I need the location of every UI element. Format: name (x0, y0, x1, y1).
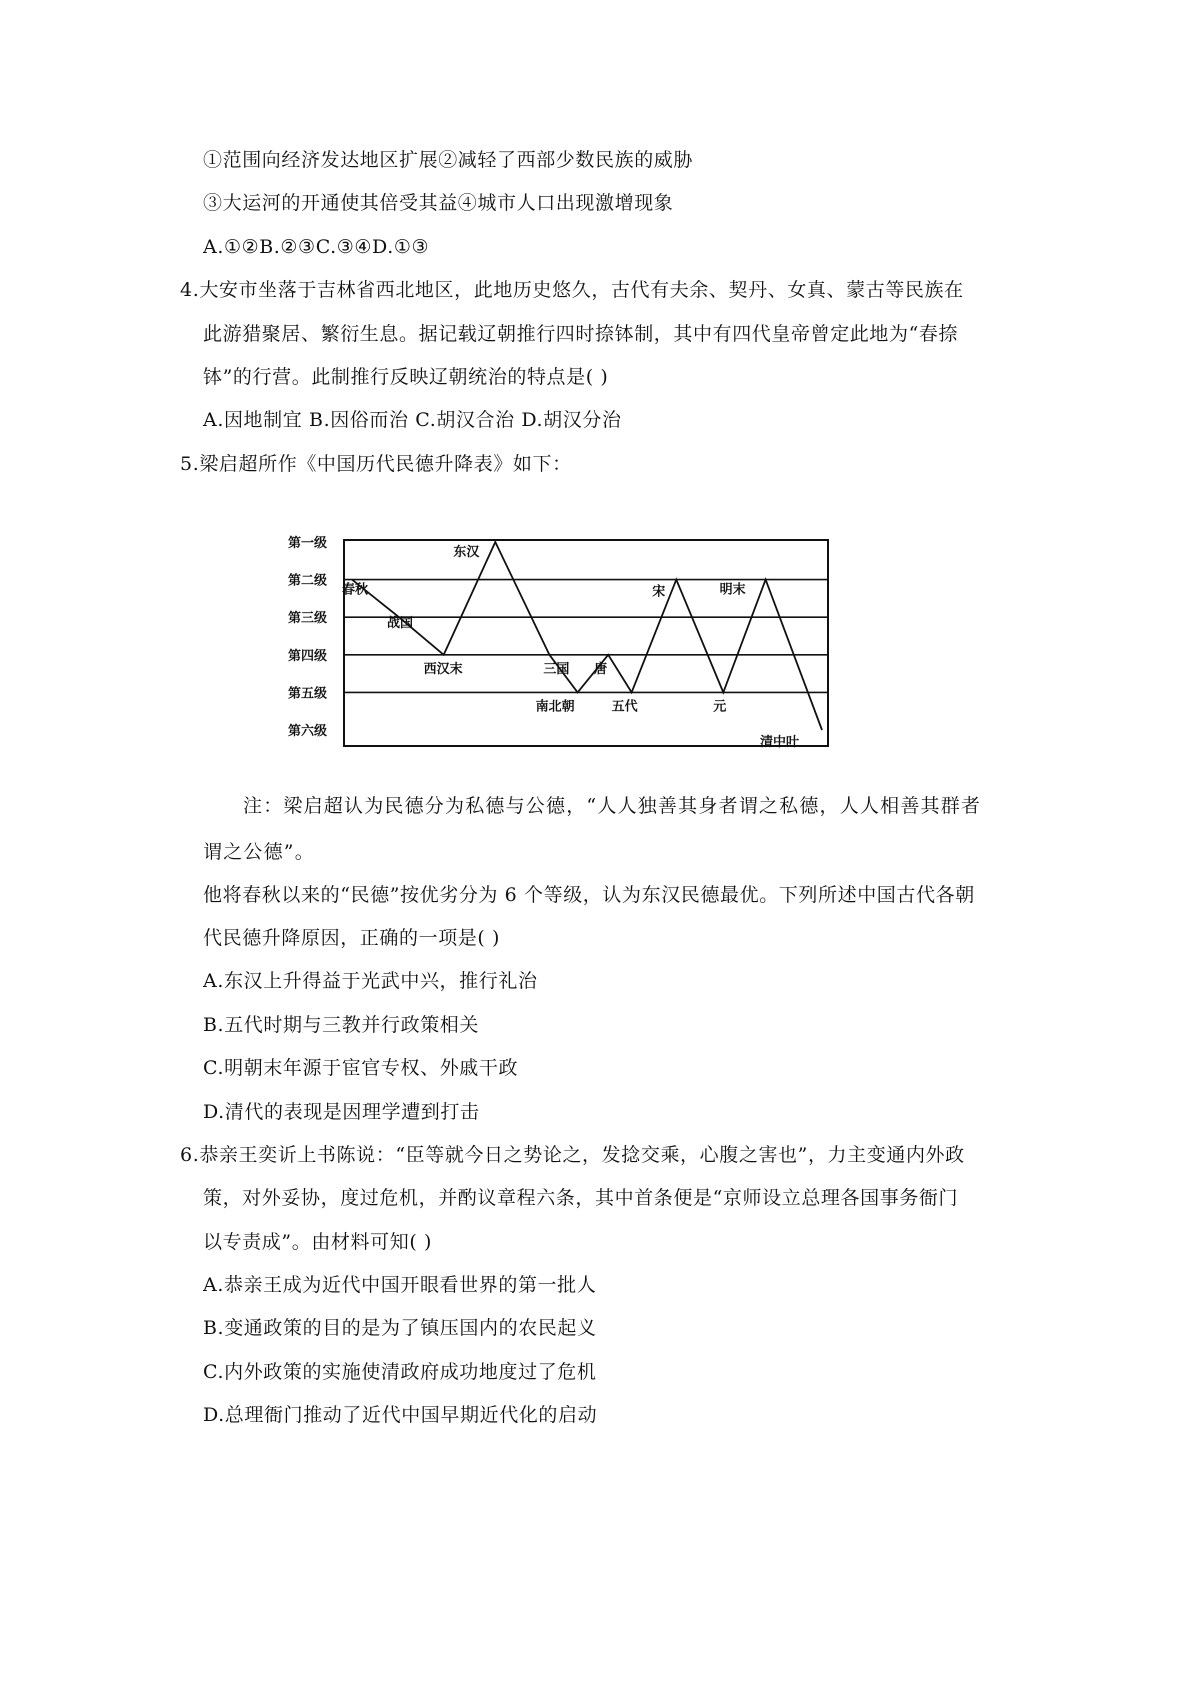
chart-frame (344, 540, 828, 746)
level-label: 第三级 (288, 611, 328, 627)
point-label: 明末 (719, 582, 746, 598)
q4-stem-line-2: 此游猎聚居、繁衍生息。据记载辽朝推行四时捺钵制，其中有四代皇帝曾定此地为“春捺 (203, 323, 959, 345)
q5-option-b: B.五代时期与三教并行政策相关 (203, 1014, 480, 1036)
point-label: 西汉末 (423, 661, 463, 677)
q4-options: A.因地制宜 B.因俗而治 C.胡汉合治 D.胡汉分治 (203, 409, 622, 431)
point-label: 唐 (594, 661, 608, 677)
q5-stem-line-2: 代民德升降原因，正确的一项是( ) (203, 927, 501, 949)
level-label: 第四级 (288, 648, 328, 664)
point-label: 三国 (543, 661, 570, 677)
level-label: 第二级 (288, 573, 328, 589)
q6-option-b: B.变通政策的目的是为了镇压国内的农民起义 (203, 1317, 597, 1339)
q6-option-d: D.总理衙门推动了近代中国早期近代化的启动 (203, 1404, 598, 1426)
q6-option-c: C.内外政策的实施使清政府成功地度过了危机 (203, 1361, 597, 1383)
q6-stem-line-2: 策，对外妥协，度过危机，并酌议章程六条，其中首条便是“京师设立总理各国事务衙门 (203, 1187, 959, 1209)
q4-stem-line-3: 钵”的行营。此制推行反映辽朝统治的特点是( ) (203, 366, 609, 388)
q5-stem: 5.梁启超所作《中国历代民德升降表》如下： (180, 453, 572, 475)
q6-stem-line-3: 以专责成”。由材料可知( ) (203, 1231, 432, 1253)
level-label: 第五级 (288, 686, 328, 702)
point-label: 元 (713, 699, 727, 715)
level-label: 第六级 (288, 724, 328, 739)
q5-note-line-2: 谓之公德”。 (203, 841, 315, 863)
q3-statement-2: ③大运河的开通使其倍受其益④城市人口出现激增现象 (203, 192, 674, 214)
point-label: 宋 (652, 584, 666, 600)
q5-note-line-1: 注：梁启超认为民德分为私德与公德，“人人独善其身者谓之私德，人人相善其群者 (243, 795, 982, 817)
minde-chart (288, 532, 878, 762)
q3-options: A.①②B.②③C.③④D.①③ (203, 236, 430, 258)
q4-stem-line-1: 4.大安市坐落于吉林省西北地区，此地历史悠久，古代有夫余、契丹、女真、蒙古等民族在 (180, 279, 964, 301)
point-label: 南北朝 (535, 699, 575, 715)
q3-statement-1: ①范围向经济发达地区扩展②减轻了西部少数民族的威胁 (203, 149, 694, 171)
level-label: 第一级 (288, 536, 328, 551)
q5-option-c: C.明朝末年源于宦官专权、外戚干政 (203, 1057, 519, 1079)
point-label: 战国 (387, 616, 414, 632)
q5-stem-line-1: 他将春秋以来的“民德”按优劣分为 6 个等级，认为东汉民德最优。下列所述中国古代各朝 (203, 884, 975, 906)
q5-option-a: A.东汉上升得益于光武中兴，推行礼治 (203, 970, 538, 992)
q6-stem-line-1: 6.恭亲王奕䜣上书陈说：“臣等就今日之势论之，发捻交乘，心腹之害也”，力主变通内外政 (180, 1144, 965, 1166)
q6-option-a: A.恭亲王成为近代中国开眼看世界的第一批人 (203, 1274, 597, 1296)
minde-line (352, 542, 822, 730)
point-label: 清中叶 (760, 735, 800, 750)
point-label: 五代 (611, 699, 638, 715)
point-label: 春秋 (342, 582, 369, 598)
point-label: 东汉 (453, 545, 480, 560)
q5-option-d: D.清代的表现是因理学遭到打击 (203, 1101, 480, 1123)
minde-chart-svg (288, 532, 878, 762)
